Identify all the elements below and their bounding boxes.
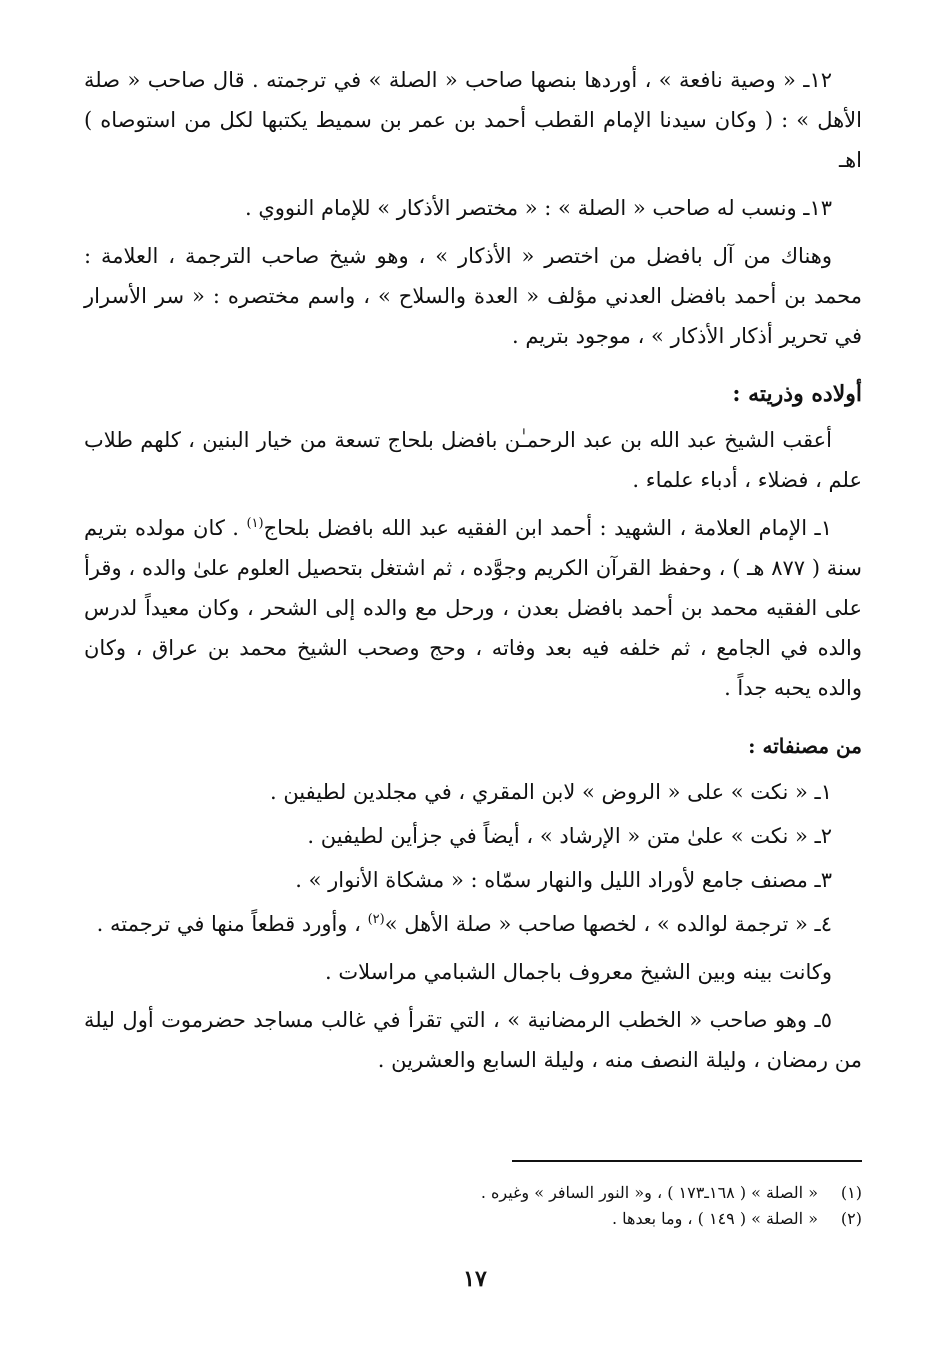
work-item-4 (84, 904, 862, 944)
paragraph-adhkar-abridgement: وهناك من آل بافضل من اختصر « الأذكار » ، وهو شيخ صاحب الترجمة ، العلامة : محمد بن أحمد بافضل العدني مؤلف « العدة والسلاح » ، واسم مختصره : « سر الأسرار في تحرير أذكار الأذكار » ، موجود بتريم . (84, 244, 862, 348)
footnote-ref-2[interactable]: (٢) (367, 912, 385, 927)
paragraph-item-12: ١٢ـ « وصية نافعة » ، أوردها بنصها صاحب « الصلة » في ترجمته . قال صاحب « صلة الأهل » : ( وكان سيدنا الإمام القطب أحمد بن عمر بن سميط يكتبها لكل من استوصاه ) اهـ (84, 68, 862, 172)
section-heading-children: أولاده وذريته : (732, 381, 862, 407)
son-ahmad-biography: . كان مولده بتريم سنة ( ٨٧٧ هـ ) ، وحفظ القرآن الكريم وجوَّده ، ثم اشتغل بتحصيل العلوم علىٰ والده ، وقرأ على الفقيه محمد بن أحمد بافضل بعدن ، ورحل مع والده إلى الشحر ، وكان معيداً لدرس والده في الجامع ، ثم خلفه فيه بعد وفاته ، وحج وصحب الشيخ محمد بن عراق ، وكان والده يحبه جداً . (84, 516, 862, 700)
section-heading-works: من مصنفاته : (748, 734, 862, 758)
page-number: ١٧ (463, 1266, 487, 1292)
paragraph-offspring: أعقب الشيخ عبد الله بن عبد الرحمـٰن بافضل بلحاج تسعة من خيار البنين ، كلهم طلاب علم ، فضلاء ، أدباء علماء . (84, 428, 862, 492)
work-item-1: ١ـ « نكت » على « الروض » لابن المقري ، في مجلدين لطيفين . (269, 780, 832, 804)
footnote-ref-1[interactable]: (١) (246, 516, 264, 531)
footnote-2-text: « الصلة » ( ١٤٩ ) ، وما بعدها . (612, 1209, 818, 1228)
page-body (84, 60, 862, 1088)
footnote-divider (512, 1160, 862, 1162)
paragraph-item-13: ١٣ـ ونسب له صاحب « الصلة » : « مختصر الأذكار » للإمام النووي . (244, 196, 832, 220)
work-item-2: ٢ـ « نكت » علىٰ متن « الإرشاد » ، أيضاً في جزأين لطيفين . (307, 824, 832, 848)
footnote-2-number: (٢) (840, 1209, 862, 1228)
paragraph-item-5: ٥ـ وهو صاحب « الخطب الرمضانية » ، التي تقرأ في غالب مساجد حضرموت أول ليلة من رمضان ، وليلة النصف منه ، وليلة السابع والعشرين . (84, 1008, 862, 1072)
work-item-4-text: ٤ـ « ترجمة لوالده » ، لخصها صاحب « صلة الأهل » (384, 912, 832, 936)
work-item-3: ٣ـ مصنف جامع لأوراد الليل والنهار سمّاه : « مشكاة الأنوار » . (295, 868, 832, 892)
footnote-2 (84, 1206, 862, 1232)
footnote-1 (84, 1180, 862, 1206)
footnote-1-number: (١) (840, 1183, 862, 1202)
footnotes (84, 1180, 862, 1232)
son-ahmad-intro: ١ـ الإمام العلامة ، الشهيد : أحمد ابن الفقيه عبد الله بافضل بلحاج (263, 516, 832, 540)
paragraph-son-ahmad (84, 508, 862, 708)
paragraph-correspondence: وكانت بينه وبين الشيخ معروف باجمال الشبامي مراسلات . (325, 960, 832, 984)
work-item-4-rest: ، وأورد قطعاً منها في ترجمته . (96, 912, 368, 936)
footnote-1-text: « الصلة » ( ١٦٨ـ١٧٣ ) ، و« النور السافر » وغيره . (480, 1183, 818, 1202)
